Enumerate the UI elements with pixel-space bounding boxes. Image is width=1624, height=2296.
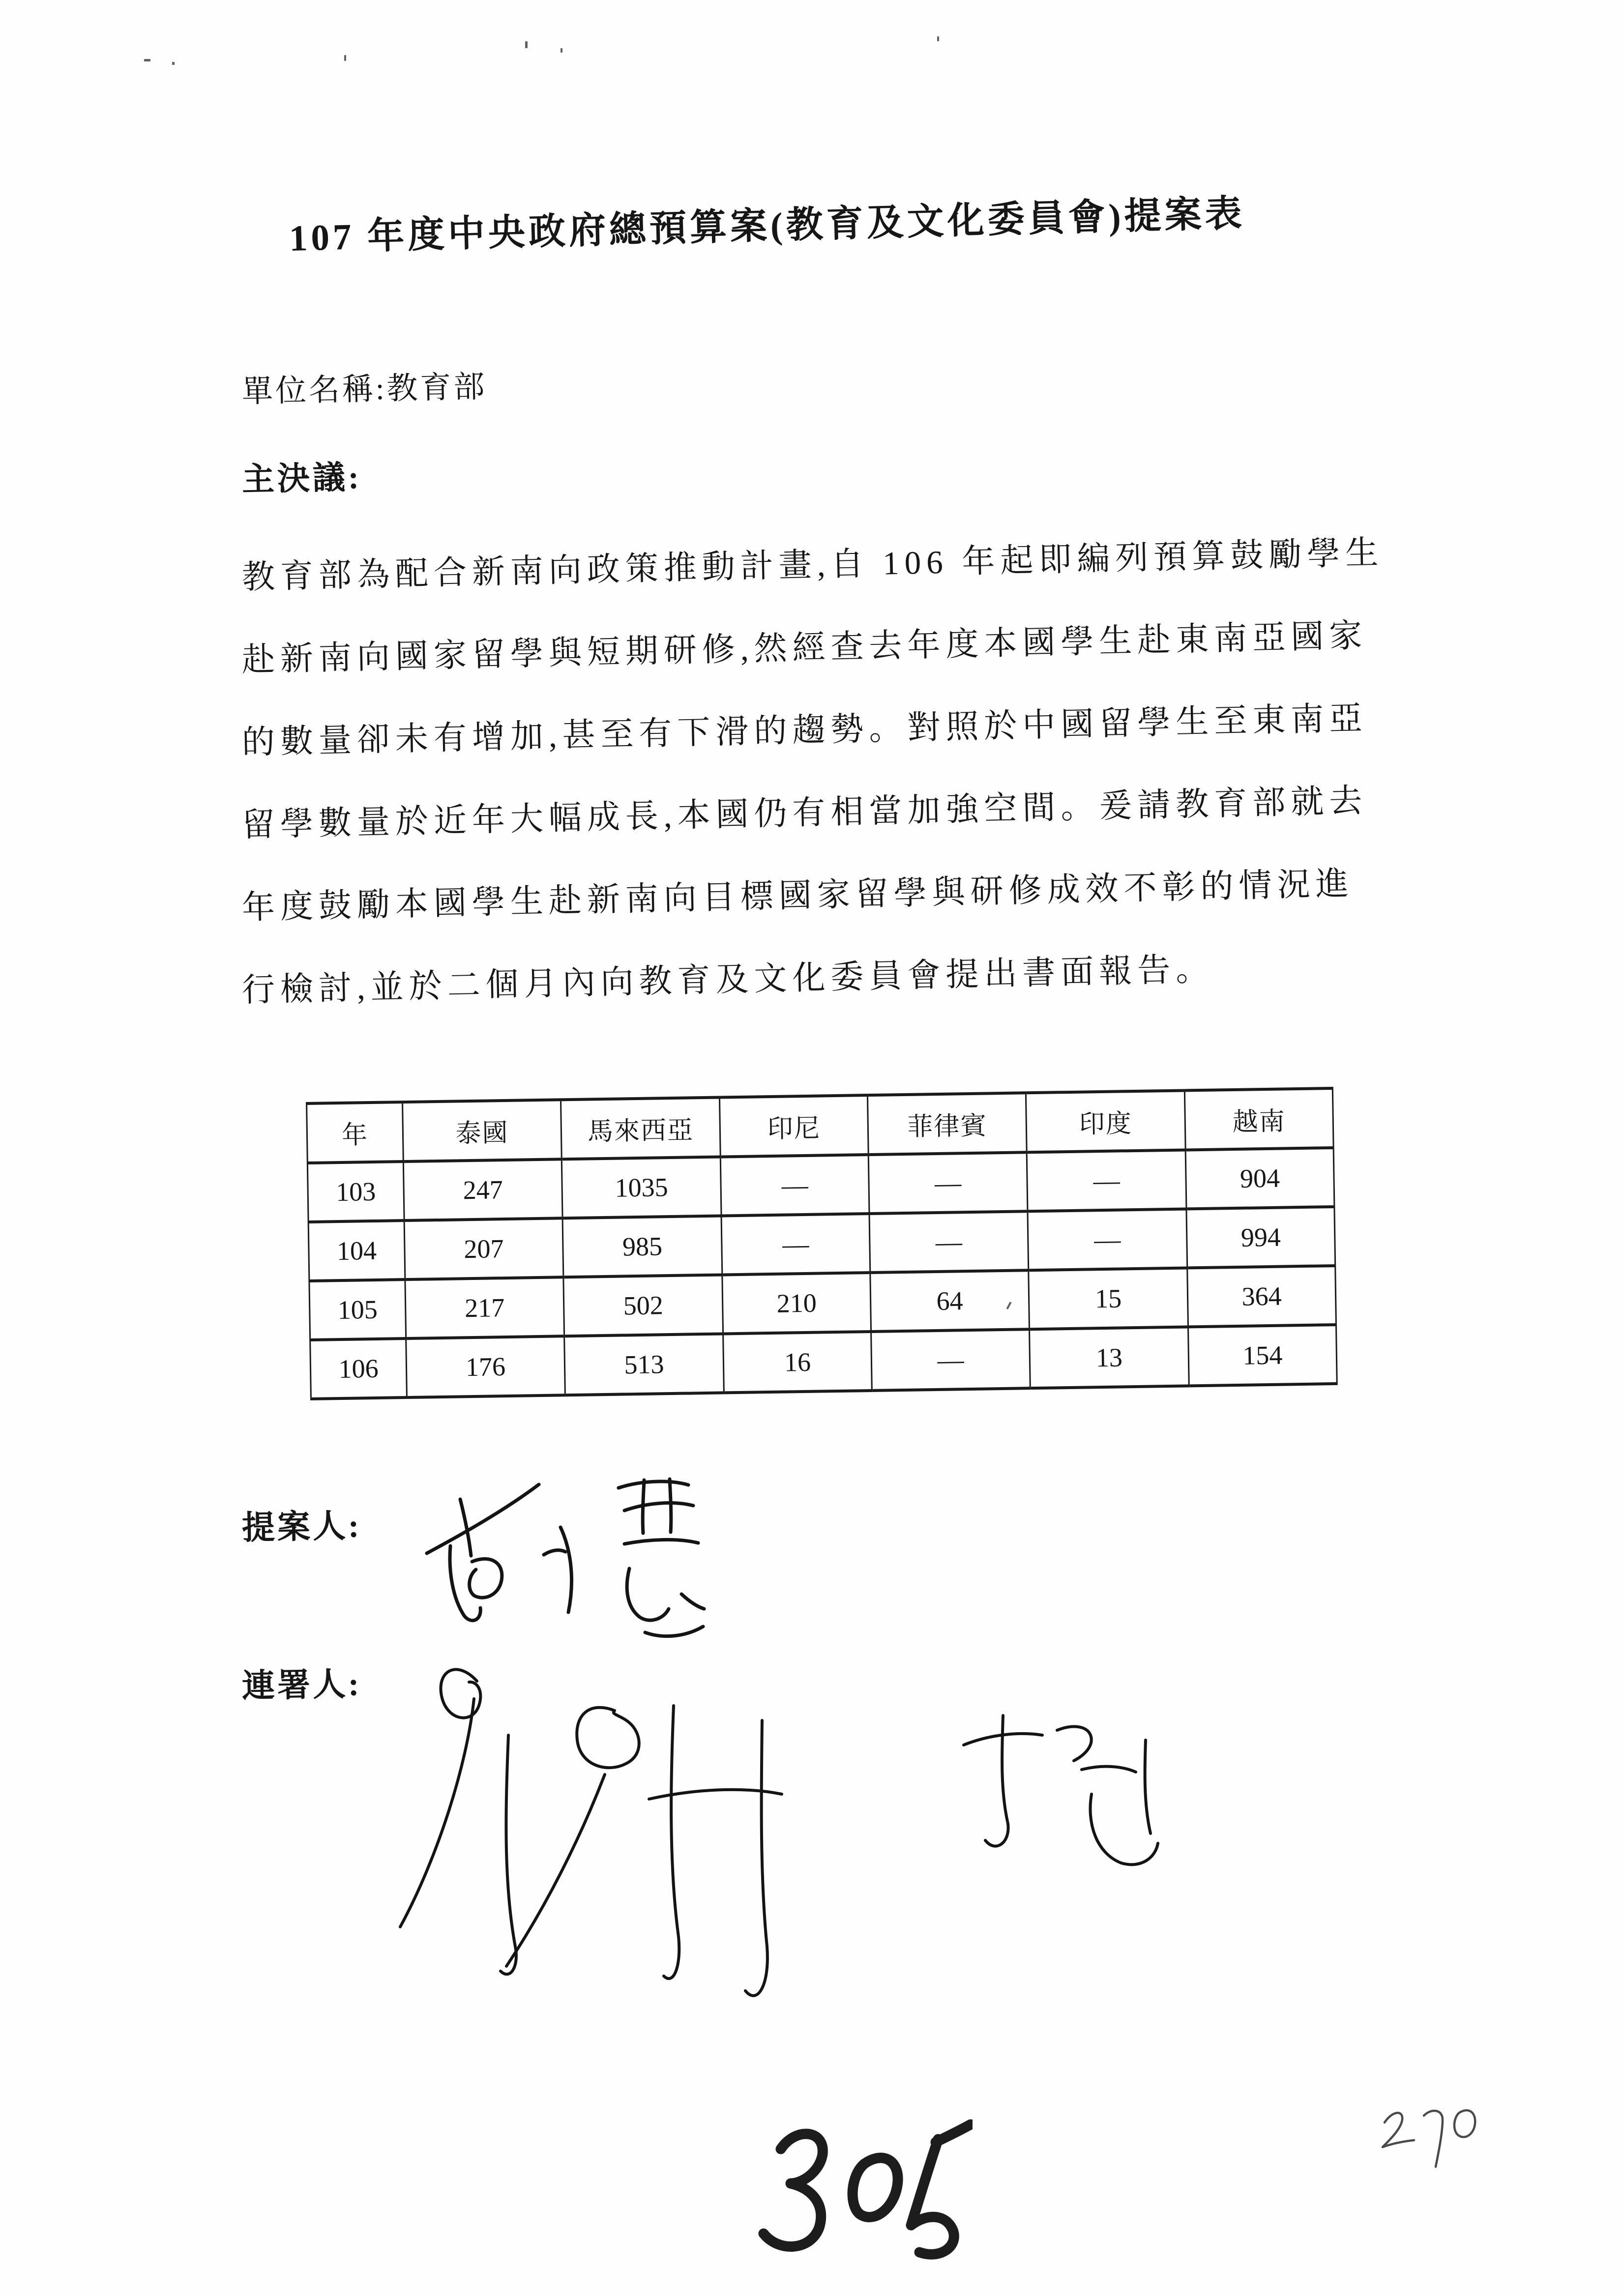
scan-speck: [937, 36, 939, 41]
table-cell: 154: [1188, 1325, 1337, 1386]
table-cell: —: [871, 1329, 1031, 1391]
handwritten-page-number: [741, 2105, 973, 2274]
resolution-heading: 主決議:: [241, 459, 362, 498]
table-cell: 207: [404, 1218, 563, 1279]
table-cell: —: [1027, 1150, 1186, 1211]
scan-speck: [561, 48, 562, 53]
table-cell: 176: [406, 1336, 565, 1397]
cosigner-signature-2: [933, 1695, 1184, 1896]
proposer-label: 提案人:: [241, 1508, 362, 1546]
table-cell: 904: [1185, 1148, 1334, 1209]
col-header-vietnam: 越南: [1184, 1088, 1333, 1150]
col-header-philippines: 菲律賓: [867, 1093, 1027, 1155]
scan-speck: [172, 62, 175, 65]
resolution-line: 的數量卻未有增加,甚至有下滑的趨勢。對照於中國留學生至東南亞: [241, 700, 1368, 761]
table-cell: 513: [564, 1334, 724, 1395]
table-cell: 985: [562, 1216, 722, 1277]
table-cell: —: [869, 1211, 1029, 1273]
col-header-indonesia: 印尼: [719, 1095, 868, 1157]
resolution-line: 行檢討,並於二個月內向教育及文化委員會提出書面報告。: [241, 951, 1215, 1009]
scan-speck: [144, 59, 150, 61]
table-cell: 15: [1029, 1268, 1188, 1329]
table-cell: 994: [1186, 1207, 1335, 1268]
page-title: 107 年度中央政府總預算案(教育及文化委員會)提案表: [288, 193, 1246, 259]
table-cell: 247: [403, 1159, 562, 1221]
table-cell: 103: [307, 1162, 404, 1222]
resolution-line: 年度鼓勵本國學生赴新南向目標國家留學與研修成效不彰的情況進: [241, 865, 1355, 926]
col-header-malaysia: 馬來西亞: [561, 1098, 720, 1160]
table-cell: —: [1028, 1209, 1187, 1270]
col-header-thailand: 泰國: [403, 1100, 562, 1162]
table-cell: 106: [310, 1338, 407, 1399]
table-cell: 217: [405, 1277, 564, 1338]
table-cell: 210: [722, 1273, 871, 1334]
table-cell: 1035: [561, 1157, 721, 1219]
handwritten-corner-number: [1371, 2093, 1481, 2179]
student-statistics-table: [306, 1087, 1338, 1400]
resolution-line: 留學數量於近年大幅成長,本國仍有相當加強空間。爰請教育部就去: [241, 783, 1368, 843]
table-cell: 502: [563, 1275, 723, 1336]
table-cell: 64: [870, 1270, 1030, 1332]
proposer-signature: [412, 1467, 751, 1649]
scan-speck: [344, 55, 346, 61]
cosigner-signature-1: [383, 1651, 800, 2019]
table-cell: —: [721, 1214, 870, 1275]
resolution-line: 赴新南向國家留學與短期研修,然經查去年度本國學生赴東南亞國家: [241, 617, 1368, 678]
unit-name-line: 單位名稱:教育部: [241, 369, 488, 409]
table-cell: —: [720, 1155, 869, 1216]
table-cell: 105: [309, 1279, 406, 1340]
table-cell: 16: [723, 1332, 872, 1393]
table-cell: 104: [308, 1221, 405, 1281]
cosigner-label: 連署人:: [241, 1666, 362, 1705]
table-cell: —: [868, 1152, 1028, 1214]
col-header-year: 年: [307, 1102, 404, 1163]
table-cell: 13: [1030, 1327, 1189, 1388]
scan-speck: [525, 41, 528, 48]
table-cell: 364: [1187, 1266, 1336, 1327]
col-header-india: 印度: [1026, 1090, 1185, 1152]
resolution-line: 教育部為配合新南向政策推動計畫,自 106 年起即編列預算鼓勵學生: [241, 534, 1384, 596]
